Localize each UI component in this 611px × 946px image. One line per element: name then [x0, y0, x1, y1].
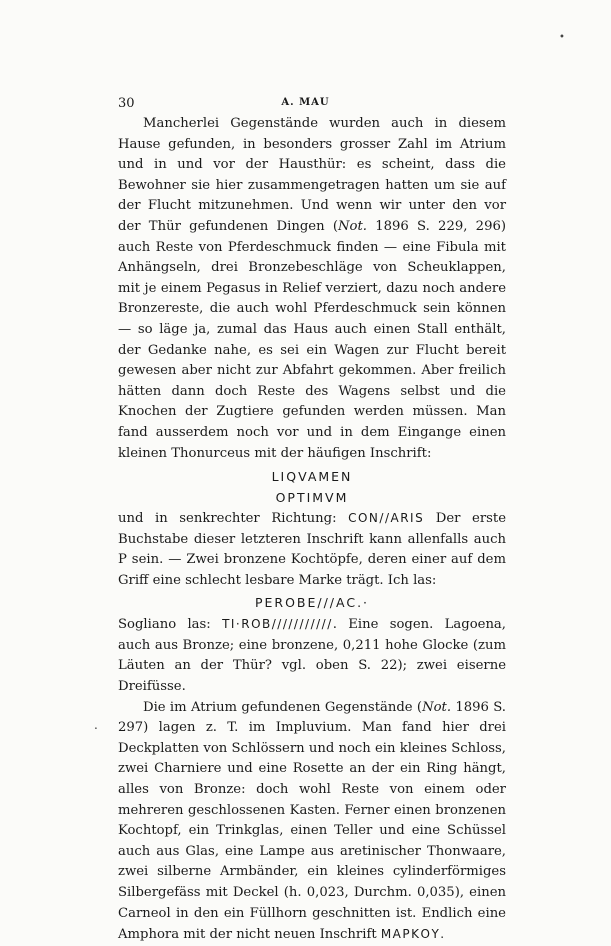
p4-text-a: Die im Atrium gefundenen Gegenstände (	[143, 699, 423, 715]
page-speck: •	[559, 32, 565, 43]
p1-reference: Not.	[337, 218, 367, 234]
p1-text-a: Mancherlei Gegenstände wurden auch in diesem Hause gefunden, in besonders grosser Zahl im Atrium und in und vor der Hausthür: es scheint, dass die Bewohner sie hier zusammengetragen hatten um sie auf der Flucht mitzunehmen. Und wenn wir unter den vor der Thür gefundenen Dingen (	[118, 116, 506, 234]
margin-mark: .	[94, 718, 98, 732]
p4-reference: Not.	[422, 699, 452, 715]
p4-text-b: 1896 S. 297) lagen z. T. im Impluvium. Man fand hier drei Deckplatten von Schlössern und noch ein kleines Schloss, zwei Charniere und eine Rosette an der ein Ring hängt, alles von Bronze: doch wohl Reste von einem oder mehreren geschlossenen Kasten. Ferner einen bronzenen Kochtopf, ein Trinkglas, einen Teller und eine Schüssel auch aus Glas, eine Lampe aus aretinischer Thonwaare, zwei silberne Armbänder, ein kleines cylinderförmiges Silbergefäss mit Deckel (h. 0,023, Durchm. 0,035), einen Carneol in den ein Füllhorn geschnitten ist. Endlich eine Amphora mit der nicht neuen Inschrift	[118, 699, 506, 943]
inscription-con-aris: CON//ARIS	[348, 511, 425, 526]
inscription-ti-rob: TI·ROB///////////	[222, 617, 333, 632]
p2-text-b: Der erste Buchstabe dieser letzteren Inschrift kann allenfalls auch P sein. — Zwei bronzene Kochtöpfe, deren einer auf dem Griff eine schlecht lesbare Marke trägt. Ich las:	[118, 511, 506, 589]
paragraph-1	[118, 114, 506, 464]
p2-text-a: und in senkrechter Richtung:	[118, 511, 349, 527]
body-text	[118, 114, 506, 946]
inscription-perobe: PEROBE///AC.·	[254, 594, 370, 610]
inscription-markou: ΜΑΡΚΟΥ.	[380, 927, 446, 942]
paragraph-2	[118, 508, 506, 591]
inscription-line-1: LIQVAMEN	[271, 469, 353, 485]
p3-text-a: Sogliano las:	[118, 617, 223, 633]
inscription-line-2: OPTIMVM	[275, 489, 349, 505]
running-head: A. MAU	[281, 97, 330, 108]
p1-text-b: 1896 S. 229, 296) auch Reste von Pferdeschmuck finden — eine Fibula mit Anhängseln, drei Bronzebeschläge von Scheuklappen, mit je einem Pegasus in Relief verziert, dazu noch andere Bronzereste, die auch wohl Pferdeschmuck sein können — so läge ja, zumal das Haus auch einen Stall enthält, der Gedanke nahe, es sei ein Wagen zur Flucht bereit gewesen aber nicht zur Abfahrt gekommen. Aber freilich hätten dann doch Reste des Wagens selbst und die Knochen der Zugtiere gefunden werden müssen. Man fand ausserdem noch vor und in dem Eingange einen kleinen Thonurceus mit der häufigen Inschrift:	[118, 218, 506, 461]
paragraph-4	[118, 698, 506, 946]
p3-text-b: . Eine sogen. Lagoena, auch aus Bronze; eine bronzene, 0,211 hohe Glocke (zum Läuten an der Thür? vgl. oben S. 22); zwei eiserne Dreifüsse.	[118, 617, 506, 695]
page-number: 30	[118, 96, 135, 111]
paragraph-3	[118, 614, 506, 697]
